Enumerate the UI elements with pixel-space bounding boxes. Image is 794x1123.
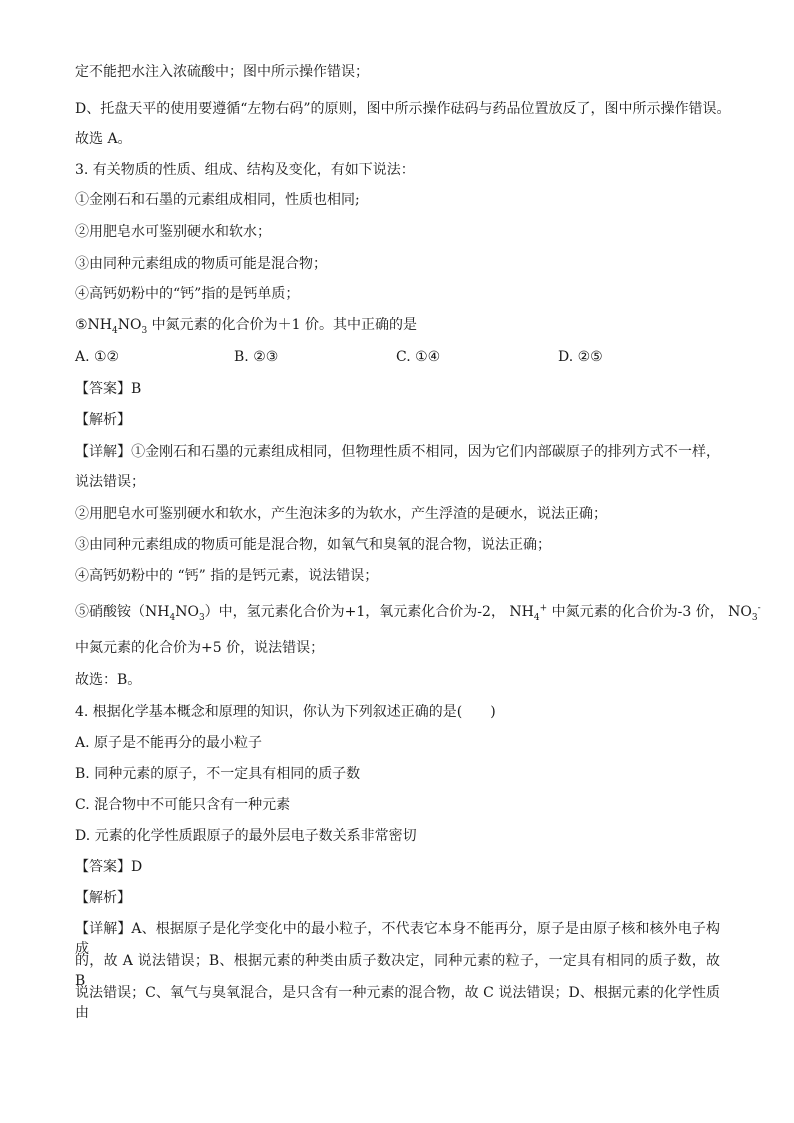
analysis-heading-3: 【解析】 <box>75 412 131 428</box>
option-c: C. ①④ <box>396 349 441 365</box>
statement-5: $⑤NH_4NO_3$ 中氮元素的化合价为＋1 价。其中正确的是 <box>75 317 418 336</box>
question-4-option-b: B. 同种元素的原子，不一定具有相同的质子数 <box>75 766 361 782</box>
detail-4-line-1: 【详解】A、根据原子是化学变化中的最小粒子，不代表它本身不能再分，原子是由原子核和核外电子构成 <box>75 921 720 957</box>
detail-3-line-5: ④高钙奶粉中的 “钙” 指的是钙元素，说法错误； <box>75 568 379 584</box>
detail-4-line-2: 的，故 A 说法错误；B、根据元素的种类由质子数决定，同种元素的粒子，一定具有相同的质子数，故 B <box>75 953 720 989</box>
option-a: A. ①② <box>75 349 120 365</box>
analysis-heading-4: 【解析】 <box>75 890 131 906</box>
question-4-stem: 4. 根据化学基本概念和原理的知识，你认为下列叙述正确的是( ) <box>75 704 496 720</box>
question-4-option-d: D. 元素的化学性质跟原子的最外层电子数关系非常密切 <box>75 828 417 844</box>
text-line: 故选 A。 <box>75 131 132 147</box>
answer-4: 【答案】D <box>75 859 143 875</box>
statement-2: ②用肥皂水可鉴别硬水和软水； <box>75 224 271 240</box>
statement-4: ④高钙奶粉中的“钙”指的是钙单质； <box>75 286 300 302</box>
question-3-stem: 3. 有关物质的性质、组成、结构及变化，有如下说法： <box>75 162 415 178</box>
text-line: D、托盘天平的使用要遵循“左物右码”的原则，图中所示操作砝码与药品位置放反了，图中所示操作错误。 <box>75 101 731 117</box>
detail-3-line-1: 【详解】①金刚石和石墨的元素组成相同，但物理性质不相同，因为它们内部碳原子的排列方式不一样， <box>75 444 720 460</box>
statement-1: ①金刚石和石墨的元素组成相同，性质也相同; <box>75 192 360 208</box>
detail-3-line-2: 说法错误； <box>75 474 145 490</box>
option-d: D. ②⑤ <box>558 349 603 365</box>
option-b: B. ②③ <box>234 349 279 365</box>
answer-3: 【答案】B <box>75 381 142 397</box>
detail-4-line-3: 说法错误；C、氧气与臭氧混合，是只含有一种元素的混合物，故 C 说法错误；D、根据元素的化学性质由 <box>75 985 720 1021</box>
detail-3-line-7: 中氮元素的化合价为+5 价，说法错误； <box>75 640 325 656</box>
statement-3: ③由同种元素组成的物质可能是混合物； <box>75 256 327 272</box>
question-4-option-c: C. 混合物中不可能只含有一种元素 <box>75 797 291 813</box>
detail-3-line-4: ③由同种元素组成的物质可能是混合物，如氧气和臭氧的混合物，说法正确； <box>75 537 551 553</box>
detail-3-line-3: ②用肥皂水可鉴别硬水和软水，产生泡沫多的为软水，产生浮渣的是硬水，说法正确； <box>75 506 607 522</box>
text-line: 定不能把水注入浓硫酸中；图中所示操作错误； <box>75 64 369 80</box>
detail-3-line-6: ⑤硝酸铵$(NH_4NO_3)$中，氢元素化合价为+1，氧元素化合价为-2， $NH_4^+$ 中氮元素的化合价为-3 价， $NO_3^-$ <box>75 603 761 623</box>
detail-3-line-8: 故选：B。 <box>75 672 142 688</box>
question-4-option-a: A. 原子是不能再分的最小粒子 <box>75 735 263 751</box>
